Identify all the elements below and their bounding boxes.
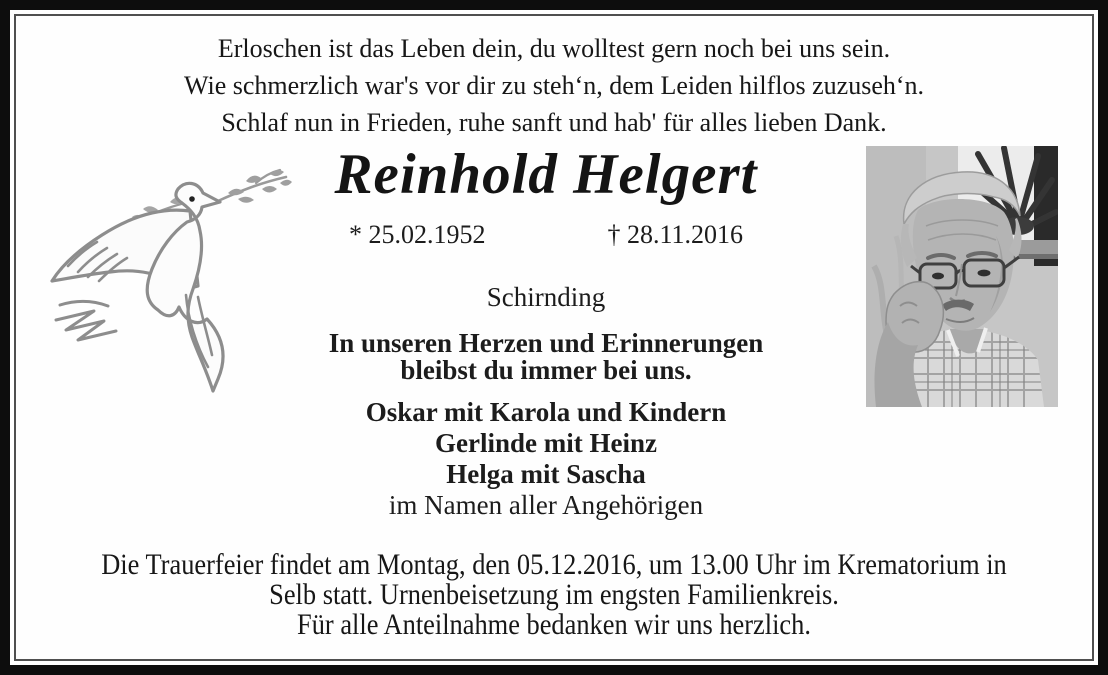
funeral-line-2: Selb statt. Urnenbeisetzung im engsten Familienkreis. xyxy=(269,578,839,611)
dove-icon xyxy=(40,168,292,400)
notice-center-column xyxy=(266,144,826,521)
verse-line-1: Erloschen ist das Leben dein, du wolltest gern noch bei uns sein. xyxy=(217,34,891,63)
verse-line-3: Schlaf nun in Frieden, ruhe sanft und hab' für alles lieben Dank. xyxy=(221,108,887,137)
memorial-verse xyxy=(266,330,826,384)
deceased-name: Reinhold Helgert xyxy=(334,143,758,206)
funeral-line-1: Die Trauerfeier findet am Montag, den 05.12.2016, um 13.00 Uhr im Krematorium in xyxy=(101,548,1007,581)
life-dates xyxy=(266,220,826,250)
verse-line-2: Wie schmerzlich war's vor dir zu steh‘n, dem Leiden hilflos zuzuseh‘n. xyxy=(183,71,925,100)
funeral-information xyxy=(81,550,1028,640)
residence: Schirnding xyxy=(486,282,606,312)
death-date: † 28.11.2016 xyxy=(607,220,744,249)
memorial-line-2: bleibst du immer bei uns. xyxy=(400,355,692,385)
mourner-1: Oskar mit Karola und Kindern xyxy=(365,397,727,427)
portrait-photo xyxy=(866,146,1058,407)
mourner-3: Helga mit Sascha xyxy=(446,459,646,489)
funeral-line-3: Für alle Anteilnahme bedanken wir uns herzlich. xyxy=(297,608,811,641)
birth-date: * 25.02.1952 xyxy=(348,220,486,249)
notice-inner-frame xyxy=(14,14,1094,661)
tail-feathers xyxy=(56,301,116,340)
opening-verse xyxy=(16,30,1092,141)
mourner-2: Gerlinde mit Heinz xyxy=(435,428,657,458)
memorial-line-1: In unseren Herzen und Erinnerungen xyxy=(328,328,764,358)
dove-eye xyxy=(189,196,195,202)
mourners-closing: im Namen aller Angehörigen xyxy=(388,490,704,520)
mourners-list xyxy=(266,397,826,521)
